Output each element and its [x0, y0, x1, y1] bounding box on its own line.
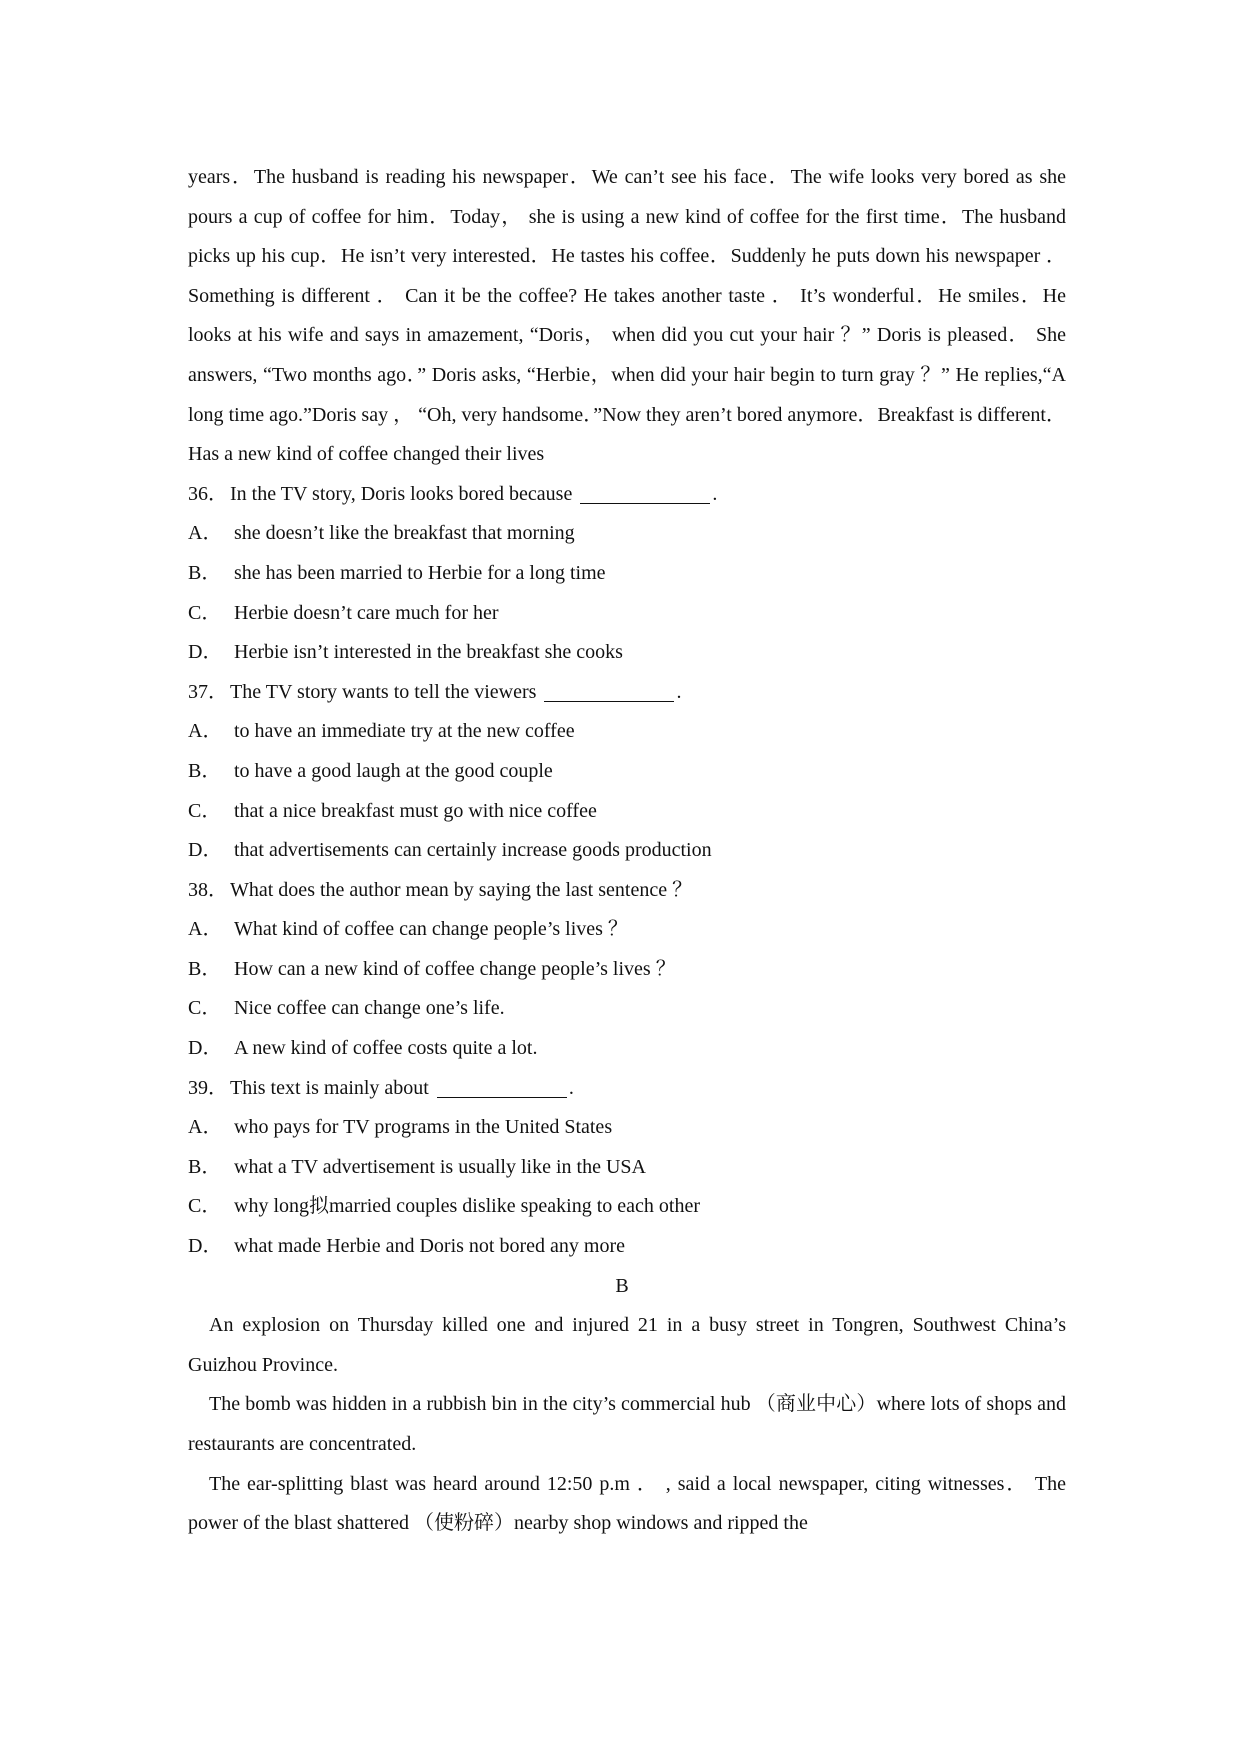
passage-b-paragraph: The bomb was hidden in a rubbish bin in the city’s commercial hub （商业中心）where lots of shops and restaurants are concentrated. [188, 1393, 1066, 1455]
question-end: . [676, 680, 682, 703]
answer-blank [544, 679, 674, 702]
option-letter: B． [188, 561, 222, 584]
question-number: 38． [188, 878, 228, 901]
option-text: How can a new kind of coffee change people’s lives ？ [234, 957, 676, 980]
option-text: she doesn’t like the breakfast that morning [234, 522, 575, 545]
passage-a-text: years．The husband is reading his newspaper．We can’t see his face．The wife looks very bored as she pours a cup of coffee for him．Today， she is using a new kind of coffee for the first time．The husband picks up his cup．He isn’t very interested．He tastes his coffee．Suddenly he puts down his newspaper ． Something is different ． Can it be the coffee? He takes another taste ． It’s wonderful．He smiles．He looks at his wife and says in amazement, “Doris， when did you cut your hair ？” Doris is pleased． She answers, “Two months ago．” Doris asks, “Herbie，when did your hair begin to turn gray ？” He replies,“A long time ago.”Doris say ， “Oh, very handsome．”Now they aren’t bored anymore．Breakfast is different．Has a new kind of coffee changed their lives [188, 166, 1066, 466]
question-stem [188, 1069, 1066, 1109]
option-text: What kind of coffee can change people’s lives ？ [234, 918, 628, 941]
option-letter: B． [188, 1155, 222, 1178]
question-39 [188, 1069, 1066, 1267]
option-c [188, 1187, 1066, 1227]
section-heading: B [615, 1274, 629, 1297]
question-text: What does the author mean by saying the last sentence ？ [230, 878, 693, 901]
option-letter: B． [188, 957, 222, 980]
option-d [188, 633, 1066, 673]
option-letter: D． [188, 641, 223, 664]
option-c [188, 792, 1066, 832]
option-letter: D． [188, 1235, 223, 1258]
question-36 [188, 475, 1066, 673]
option-text: A new kind of coffee costs quite a lot. [234, 1037, 538, 1060]
option-text: she has been married to Herbie for a long time [234, 561, 606, 584]
question-number: 37． [188, 680, 228, 703]
question-number: 36． [188, 482, 228, 505]
option-text: Herbie isn’t interested in the breakfast she cooks [234, 641, 623, 664]
option-letter: C． [188, 1195, 222, 1218]
option-b [188, 554, 1066, 594]
option-letter: D． [188, 839, 223, 862]
option-letter: A． [188, 522, 223, 545]
question-text: This text is mainly about [230, 1076, 429, 1099]
question-end: . [568, 1076, 574, 1099]
question-38 [188, 871, 1066, 1069]
option-a [188, 1108, 1066, 1148]
option-c [188, 594, 1066, 634]
option-text: that a nice breakfast must go with nice coffee [234, 799, 597, 822]
option-b [188, 1148, 1066, 1188]
option-letter: D． [188, 1037, 223, 1060]
option-text: Nice coffee can change one’s life. [234, 997, 505, 1020]
question-stem [188, 475, 1066, 515]
answer-blank [580, 481, 710, 504]
option-text: Herbie doesn’t care much for her [234, 601, 499, 624]
option-b [188, 950, 1066, 990]
question-stem [188, 673, 1066, 713]
option-d [188, 1227, 1066, 1267]
option-text: who pays for TV programs in the United States [234, 1116, 613, 1139]
option-text: that advertisements can certainly increase goods production [234, 839, 712, 862]
question-number: 39． [188, 1076, 228, 1099]
option-b [188, 752, 1066, 792]
option-letter: B． [188, 759, 222, 782]
option-text: what made Herbie and Doris not bored any more [234, 1235, 625, 1258]
question-37 [188, 673, 1066, 871]
option-a [188, 712, 1066, 752]
option-text: to have an immediate try at the new coffee [234, 720, 575, 743]
option-a [188, 514, 1066, 554]
option-letter: C． [188, 799, 222, 822]
option-text: why long拟married couples dislike speaking to each other [234, 1195, 700, 1218]
option-d [188, 1029, 1066, 1069]
option-letter: A． [188, 720, 223, 743]
question-end: . [712, 482, 718, 505]
option-a [188, 910, 1066, 950]
passage-b-paragraph: The ear-splitting blast was heard around 12:50 p.m ． , said a local newspaper, citing witnesses． The power of the blast shattered （使粉碎）nearby shop windows and ripped the [188, 1472, 1066, 1535]
passage-b-paragraph: An explosion on Thursday killed one and injured 21 in a busy street in Tongren, Southwest China’s Guizhou Province. [188, 1314, 1066, 1376]
question-text: The TV story wants to tell the viewers [230, 680, 537, 703]
document-page [188, 158, 1066, 1544]
option-c [188, 989, 1066, 1029]
option-text: what a TV advertisement is usually like in the USA [234, 1155, 646, 1178]
option-letter: C． [188, 997, 222, 1020]
option-letter: A． [188, 1116, 223, 1139]
option-letter: A． [188, 918, 223, 941]
option-letter: C． [188, 601, 222, 624]
question-text: In the TV story, Doris looks bored because [230, 482, 573, 505]
option-d [188, 831, 1066, 871]
question-stem [188, 871, 1066, 911]
option-text: to have a good laugh at the good couple [234, 759, 553, 782]
answer-blank [437, 1075, 567, 1098]
